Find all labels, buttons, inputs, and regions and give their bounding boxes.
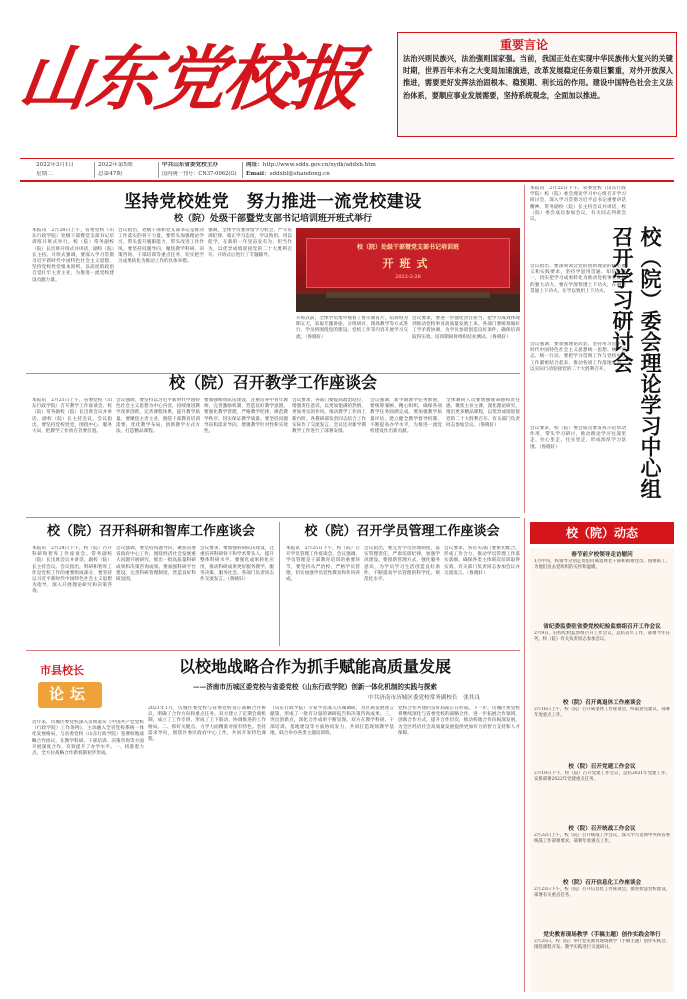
photo-banner-date: 2022-2-28	[395, 274, 421, 280]
students-headline: 校（院）召开学员管理工作座谈会	[304, 524, 500, 539]
right-story-headline: 校（院）委会理论学习中心组召开学习研讨会	[610, 226, 663, 499]
dynamics-item-title: 校（院）召开离退休工作座谈会	[562, 700, 642, 706]
dynamics-item-title: 校（院）召开党建工作会议	[568, 764, 636, 770]
quote-body: 法治兴则民族兴，法治强则国家强。当前，我国正处在实现中华民族伟大复兴的关键时期，世界百年未有之大变局加速演进，改革发展稳定任务艰巨繁重，对外开放深入推进，需要更好发挥法治固根本、稳预期、利长远的作用。建设中国特色社会主义法治体系，要顺应事业发展需要，坚持系统观念，全面加以推进。	[403, 54, 673, 100]
dynamics-item-title: 党史教育现场教学（手稿主题）创作实践会举行	[543, 932, 661, 938]
dynamics-item-body: 2月18日下午，校（院）召开党建工作会议，总结2021年党建工作，安排部署2022年党建重点任务。	[534, 771, 670, 782]
research-headline: 校（院）召开科研和智库工作座谈会	[46, 524, 255, 539]
email-label: Email：	[246, 171, 270, 177]
quote-title: 重要言论	[500, 38, 549, 52]
forum-badge-bottom: 论坛	[48, 685, 91, 703]
students-col-3: 会议要求，各有关部门要密切配合，形成工作合力，推动学员管理工作落实落细，确保各类主体班次培训取得实效。有关部门负责同志参加会议并交流发言。（鲁晓轩）	[444, 546, 520, 576]
teaching-col-1: 本报讯 2月21日上午，省委党校（山东行政学院）召开教学工作座谈会。校（院）常务副校（院）长出席会议并讲话，副校（院）长主持会议。会议指出，要坚持党校姓党，围绕中心、服务大局，把教学工作放在首要位置。	[32, 398, 112, 435]
teaching-col-5: 会议强调，新学期教学任务繁重，要统筹兼顾、精心组织，确保各项教学任务圆满完成。要加强教学质量评估，建立健全教学督导机制，不断提高办学水平，为推进一流党校建设作出新贡献。	[370, 398, 442, 435]
forum-col-2: 2021年1月，历城区委党校与省委党校签订战略合作协议，明确了合作方向和重点任务。双方建立了定期会商机制，成立了工作专班，形成了上下联动、协调推进的工作格局。二、抓好关键点，力学力面精准对接有特色。坚持需求导向，围绕区委区政府中心工作，共同开发特色课程。	[148, 706, 266, 743]
lead-col-3: 强调，全体学员要珍惜学习机会，严守培训纪律，端正学习态度，学以致用、用以促学，在新的一年里奋发有为、担当作为，以优异成绩迎接党的二十大胜利召开。开班式后进行了专题辅导。	[208, 228, 292, 258]
teaching-col-2: 会议强调，要坚持以习近平新时代中国特色社会主义思想为中心内容，持续推进教学改革创新，完善课程体系，提升教学质量。要聚焦主责主业，围绕干部教育培训需要，优化教学布局，创新教学方式方法，打造精品课程。	[116, 398, 200, 435]
right-story-col-3: 会议强调，要加强理论武装，坚持用习近平新时代中国特色社会主义思想统一思想、统一意志、统一行动。要把学习贯彻工作与党校中心工作紧密结合起来，推动各项工作落地见效，以实际行动迎接党的二十大胜利召开。	[530, 342, 626, 372]
dynamics-item-body: 2月9日，驻校纪检监察组召开工作会议，总结去年工作，部署今年任务，校（院）有关负责同志参加会议。	[534, 631, 670, 642]
masthead-weekday: 星期二	[36, 171, 53, 177]
lead-col-2: 会议指出，处级干部和党支部书记是推动工作落实的骨干力量，要带头加强理论学习，带头提升履职能力，带头改进工作作风。要坚持问题导向，聚焦教学科研、决策咨询、干部培训等重点任务，切实把学习成果转化为推动工作的具体举措。	[118, 228, 204, 265]
dynamics-item	[534, 764, 670, 824]
masthead-date: 2022年3月1日	[36, 162, 75, 168]
masthead-website-row	[246, 162, 466, 168]
right-story-col-4: 会议要求，校（院）委会成员要发挥示范带动作用，带头学习研讨，推动理论学习往深里走、往心里走、往实里走，形成浓厚学习氛围。（鲁晓轩）	[530, 426, 626, 450]
website-url[interactable]: http://www.sddx.gov.cn/xydk/addxb.htm	[262, 162, 376, 168]
forum-col-3: （山东行政学院）专家学者深入历城调研，为区域发展建言献策，形成了一批有分量的调研报告和决策咨询成果。三、突出创新点，深化合作成果不断显现。双方在教学科研、干部培训、基地建设等方面协同发力，共同打造现场教学基地，联合举办各类主题培训班。	[270, 706, 394, 736]
masthead-title	[14, 34, 450, 124]
email-address[interactable]: sddxbl@shandong.cn	[269, 171, 330, 177]
students-col-2: 会议指出，要完善学员管理制度，落实管理责任，严肃培训纪律，加强学风建设。要创新管理方式，强化服务意识，为学员学习生活创造良好条件，不断提高学员管理的科学化、规范化水平。	[364, 546, 440, 583]
teaching-col-3: 要加强师资队伍建设，注重培养中青年教师，完善激励机制，营造良好教学氛围。要强化教学管理，严格教学纪律，规范教学秩序，切实保证教学质量。要坚持问题导向和需求导向，增强教学针对性和实效性。	[204, 398, 288, 435]
photo-banner-text: 校（院）处级干部暨党支部书记培训班	[356, 244, 459, 251]
teaching-col-6: 全体教研人员要增强使命感和责任感，聚焦主业主课，深化理论研究，推出更多精品课程，以优异成绩迎接党的二十大胜利召开。有关部门负责同志参加会议。（鲁晓轩）	[446, 398, 520, 428]
dynamics-item	[534, 700, 670, 762]
right-story-col-1: 本报讯 2月22日下午，省委党校（山东行政学院）校（院）委会理论学习中心组召开学习研讨会，深入学习贯彻习近平总书记重要讲话精神。常务副校（院）长主持会议并讲话，校（院）委会成员参加会议，有关同志列席会议。	[530, 186, 626, 223]
right-story-col-2: 会议指出，要深刻领会党的创新理论的核心要义和实践要求，坚持学思用贯通、知信行统一，切实把学习成果转化为推动党校事业发展的强大动力。要在学深悟透上下功夫，在融会贯通上下功夫，在学以致用上下功夫。	[530, 264, 626, 294]
dynamics-header	[530, 522, 674, 544]
forum-col-1: 近年来，历城区委党校深入贯彻落实《中国共产党党校（行政学院）工作条例》，主动融入全省党校系统一体化发展格局，与省委党校（山东行政学院）签署校地战略合作协议，在教学科研、干部培训、决策咨询等方面开展深度合作，有效提升了办学水平。一、找准着力点，全方位战略合作新机制初步形成。	[32, 720, 144, 757]
forum-badge	[34, 656, 106, 716]
photo-banner-label: 开班式	[382, 257, 434, 270]
dynamics-item	[534, 880, 670, 930]
dynamics-item-title: 春节前夕校领导走访慰问	[571, 552, 633, 558]
forum-headline: 以校地战略合作为抓手赋能高质量发展	[178, 657, 451, 676]
masthead-sponsor: 中共山东省委党校主办	[162, 162, 218, 168]
dynamics-item-body: 2月22日上午，校（院）召开统战工作会议，深入学习贯彻中央和省委统战工作部署要求，部署年度重点工作。	[534, 833, 670, 844]
dynamics-item	[534, 552, 670, 622]
dynamics-item	[534, 624, 670, 698]
students-col-1: 本报讯 2月25日下午，校（院）召开学员管理工作座谈会。会议强调，学员管理是干部教育培训的重要环节，要坚持从严治校，严格学员管理，切实加强学员党性教育和作风养成。	[286, 546, 360, 583]
forum-badge-top: 市县校长	[40, 664, 84, 677]
lead-subheadline: 校（院）处级干部暨党支部书记培训班开班式举行	[173, 214, 372, 224]
masthead-issue: 2022年第5期	[98, 162, 133, 168]
dynamics-item	[534, 932, 670, 990]
masthead-total: 总第47期	[98, 171, 122, 177]
lead-col-4: 开班式前，全体学员集中观看了警示教育片。培训班为期五天，采取专题讲座、分组研讨、现场教学等方式进行，学员将围绕党的建设、党校工作等内容开展学习交流。（鲁晓轩）	[296, 316, 408, 340]
teaching-col-4: 会议要求，各部门要提高政治站位，增强责任意识，以更加饱满的热情、更加务实的作风，推动教学工作再上新台阶。各教研部负责同志结合工作实际作了交流发言，会议还对新学期教学工作进行了部署安排。	[292, 398, 366, 435]
forum-author: 中共济南市历城区委党校常务副校长 张其良	[368, 695, 480, 701]
dynamics-item	[534, 826, 670, 878]
masthead-email-row	[246, 171, 466, 177]
lead-headline: 坚持党校姓党 努力推进一流党校建设	[124, 192, 422, 212]
dynamics-item-body: 2月23日下午，校（院）召开信息化工作座谈会，推进智慧党校建设，部署有关重点任务。	[534, 887, 670, 898]
dynamics-item-body: 2月25日，校（院）举行党史教育现场教学（手稿主题）创作实践会，围绕课程开发、教学实践进行交流研讨。	[534, 939, 670, 950]
lead-col-1: 本报讯 2月28日上午，省委党校（山东行政学院）处级干部暨党支部书记培训班开班式举行。校（院）常务副校（院）长出席开班式并讲话，副校（院）长主持。开班式强调，要深入学习贯彻习近平新时代中国特色社会主义思想，坚持党校姓党根本原则，以高度的政治自觉扛牢主责主业，为推进一流党校建设贡献力量。	[32, 228, 114, 283]
lead-col-5: 会议要求，要进一步强化责任担当，把学习成效体现到推动党校事业高质量发展上来。各部门要统筹做好工学矛盾协调，为学员参训创造良好条件，确保培训取得实效。培训期间将组织结业测试。（鲁晓轩）	[412, 316, 520, 340]
forum-subheadline: ——济南市历城区委党校与省委党校（山东行政学院）创新一体化机制的实践与探索	[193, 683, 437, 691]
dynamics-item-title: 校（院）召开信息化工作座谈会	[562, 880, 642, 886]
research-col-3: 会议要求，要加强科研队伍建设，注重培养科研骨干和学术带头人，提升整体科研水平。要强化成果转化应用，推动科研成果更好服务教学、服务决策、服务社会。各部门负责同志作交流发言。（鲁晓轩）	[200, 546, 274, 583]
dynamics-title: 校（院）动态	[565, 526, 638, 540]
dynamics-item-body: 1月中旬，校领导分别走访慰问离退休老干部和困难党员、困难职工，为他们送去党组织的关怀和温暖。	[534, 559, 670, 570]
dynamics-item-body: 2月16日上午，校（院）召开离退休工作座谈会，听取意见建议，部署年度重点工作。	[534, 707, 670, 718]
dynamics-item-title: 省纪委监委驻省委党校纪检监察组召开工作会议	[543, 624, 661, 630]
teaching-headline: 校（院）召开教学工作座谈会	[168, 373, 377, 392]
lead-photo	[296, 228, 520, 312]
newspaper-title: 山东党校报	[14, 37, 366, 120]
masthead-cn: 国内统一刊号：CN37-0062(G)	[162, 171, 237, 177]
research-col-2: 会议强调，要坚持问题导向，聚焦省委省政府中心工作，围绕经济社会发展重大问题开展研究，推出一批高质量科研成果和决策咨询成果。要加强科研平台建设，完善科研管理制度，营造良好科研氛围。	[116, 546, 196, 583]
forum-col-4: 党校合作共建的良好局面正在形成。下一步，历城区委党校将继续深化与省委党校的战略合作，进一步拓展合作领域，创新合作方式，提升合作层次，推动校地合作向纵深发展，为全区经济社会高质量发展提供更加有力的智力支持和人才保障。	[398, 706, 520, 736]
research-col-1: 本报讯 2月24日下午，校（院）召开科研和智库工作座谈会。常务副校（院）长出席会议并讲话，副校（院）长主持会议。会议指出，科研和智库工作是党校工作的重要组成部分，要坚持以习近平新时代中国特色社会主义思想为指导，深入开展理论研究和决策咨询。	[32, 546, 112, 595]
dynamics-item-title: 校（院）召开统战工作会议	[568, 826, 636, 832]
website-label: 网址：	[246, 162, 263, 168]
